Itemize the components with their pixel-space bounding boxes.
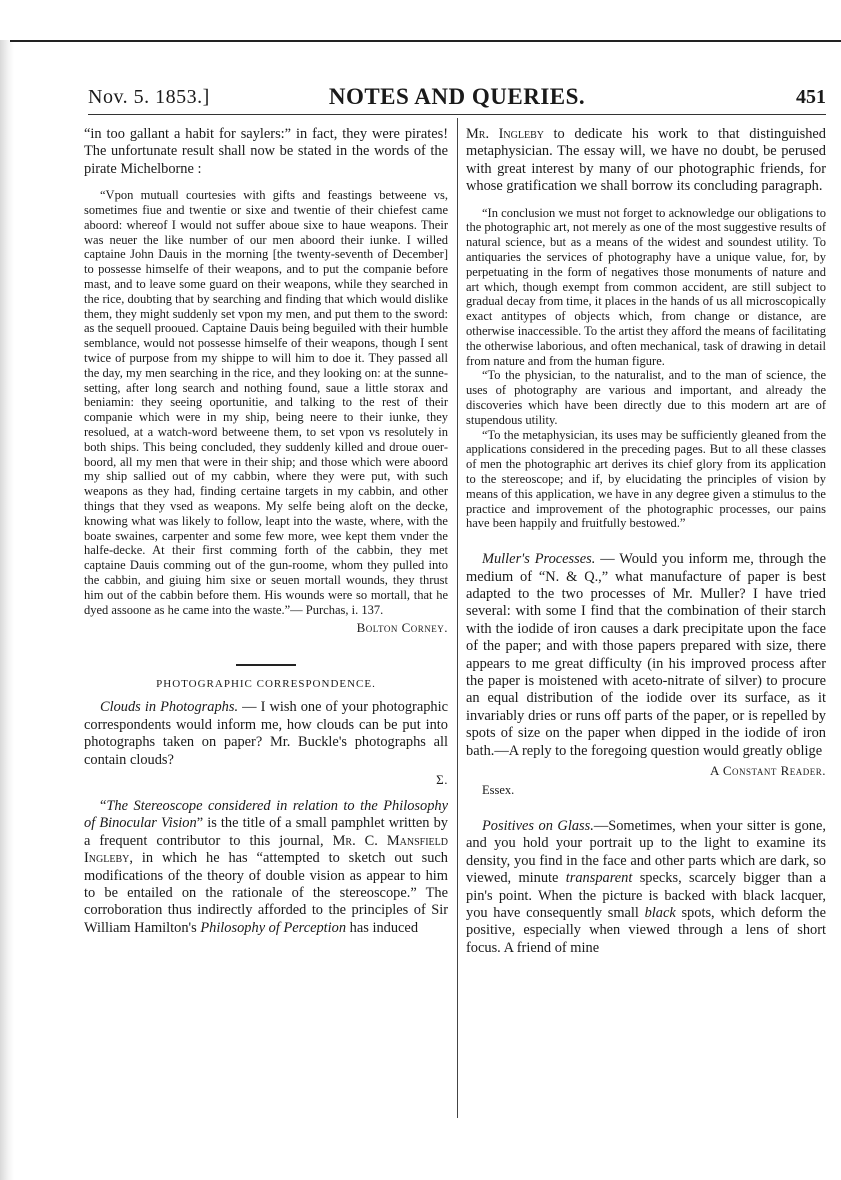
muller-place: Essex. [482, 783, 515, 798]
positives-body-2: specks, scarcely bigger than a pin's point. When the picture is backed with black lacquer, you have consequently small [466, 870, 826, 922]
muller-title: Muller's Processes. [482, 551, 596, 568]
right-column [466, 126, 826, 957]
page-top-rule [10, 40, 841, 42]
stereoscope-body-1: ” is the title of a small pamphlet written by a frequent contributor to this journal, [84, 815, 448, 849]
muller-signature: A Constant Reader. [709, 763, 826, 779]
stereo-open-quote: “ [100, 797, 107, 814]
positives-body-1: —Sometimes, when your sitter is gone, and you hold your portrait up to the light to examine its density, you find in the face and other parts which are dark, so viewed, minute [466, 818, 826, 887]
clouds-article [84, 699, 448, 769]
positives-article [466, 818, 826, 957]
conclusion-quote-2: “To the physician, to the naturalist, and to the man of science, the uses of photography are various and important, and already the discoveries which have been directly due to this modern art are of stupendous utility. [466, 368, 826, 427]
positives-transparent: transparent [565, 870, 633, 887]
ingleby-name: Mr. Ingleby [466, 126, 544, 142]
positives-black: black [644, 905, 676, 922]
left-column [84, 126, 448, 937]
clouds-body: — I wish one of your photographic correspondents would inform me, how clouds can be put into photographs taken on paper? Mr. Buckle's photographs all contain clouds? [84, 699, 448, 768]
section-title: PHOTOGRAPHIC CORRESPONDENCE. [156, 678, 376, 691]
clouds-signature: Σ. [436, 771, 448, 787]
clouds-title: Clouds in Photographs. [100, 699, 239, 716]
stereoscope-author: Mr. C. Mansfield Ingleby [84, 832, 448, 867]
conclusion-quote-1: “In conclusion we must not forget to acknowledge our obligations to the photographic art, not merely as one of the most suggestive results of natural science, but as a means of the widest and soundest utility. To antiquaries the services of photography have a unique value, for, by perpetuating in the form of negatives those monuments of nature and art which, though exempt from common accident, are still subject to gradual decay from time, it places in the hands of us all microscopically exact antitypes of objects which, from change or distance, are otherwise inaccessible. To the artist they afford the means of facilitating the otherwise laborious, and often mechanical, task of drawing in detail from nature and from the human figure. [466, 205, 827, 368]
column-divider [457, 118, 458, 1118]
conclusion-quote-3: “To the metaphysician, its uses may be sufficiently gleaned from the applications considered in the preceding pages. But to all these classes of men the photographic art derives its chief glory from its application to the stereoscope; and if, by elucidating the principles of vision by means of this application, we have in any degree given a stimulus to the practice and improvement of the photographic processes, our pains have been happily and fruitfully bestowed.” [466, 427, 826, 531]
muller-article [466, 551, 826, 760]
stereoscope-body-3: has induced [346, 919, 419, 936]
ingleby-body: to dedicate his work to that distinguished metaphysician. The essay will, we have no doubt, be perused with great interest by many of our photographic friends, for whose gratification we shall borrow its concluding paragraph. [466, 126, 826, 195]
ingleby-continuation [466, 126, 826, 196]
section-divider [236, 664, 296, 666]
journal-title: NOTES AND QUERIES. [328, 84, 586, 109]
bolton-corney-signature: Bolton Corney. [356, 620, 448, 636]
stereoscope-body-2: , in which he has “attempted to sketch out such modifications of the theory of double vision as appear to him to be entailed on the rationale of the stereoscope.” The corroboration thus indirectly afforded to the principles of Sir William Hamilton's [84, 850, 448, 936]
muller-body: — Would you inform me, through the medium of “N. & Q.,” what manufacture of paper is best adapted to the two processes of Mr. Muller? I have tried several: with some I find that the combination of their starch with the iodide of iron causes a dark precipitate upon the face of the paper; and with those papers prepared with size, there appears to me great difficulty (in his improved process after the paper is moistened with aceto-nitrate of silver) to procure an equal distribution of the iodide over its surface, as it invariably dries or runs off parts of the paper, or is repelled by spots of size on the paper when dipped in the iodide of iron bath.—A reply to the foregoing question would greatly oblige [466, 551, 827, 759]
positives-body-3: spots, which deform the positive, especially when viewed through a lens of short focus. A friend of mine [466, 905, 826, 956]
page-margin-shadow [0, 40, 14, 1180]
michelborne-intro: “in too gallant a habit for saylers:” in fact, they were pirates! The unfortunate result shall now be stated in the words of the pirate Michelborne : [84, 126, 448, 177]
issue-date: Nov. 5. 1853.] [88, 86, 210, 108]
header-rule [88, 114, 826, 115]
stereoscope-book-title: Philosophy of Perception [200, 919, 347, 936]
page-number: 451 [796, 86, 826, 108]
michelborne-quote: “Vpon mutuall courtesies with gifts and feastings betweene vs, sometimes fiue and twentie or sixe and twentie of their chiefest came aboord: whereof I would not suffer aboue sixe to haue weapons. Their was neuer the like number of our men aboord their iunke. I willed captaine John Dauis in the morning [the twenty-seventh of December] to possesse himselfe of their weapons, and to put the companie before mast, and to leave some guard on their weapons, while they searched in the rice, doubting that by searching and finding that which would dislike them, they might suddenly set vpon my men, and put them to the sword: as the sequell prooued. Captaine Dauis being beguiled with their humble semblance, would not possesse himselfe of their weapons, though I sent twice of purpose from my shippe to will him to doe it. They passed all the day, my men searching in the rice, and they looking on: at the sunne-setting, after long search and nothing found, saue a little storax and beniamin: they seeing oportunitie, and talking to the rest of their companie which were in my ship, being neere to their iunke, they resolued, at a watch-word betweene them, to set vpon vs resolutely in both ships. This being concluded, they suddenly killed and droue ouer-boord, all my men that were in their ship; and those which were aboord my ship sallied out of my cabbin, where they were put, with such weapons as they had, finding certaine targets in my cabbin, and other things that they vsed as weapons. My selfe being aloft on the decke, knowing what was likely to follow, leapt into the waste, where, with the boate swaines, carpenter and some few more, wee kept them vnder the halfe-decke. At their first comming forth of the cabbin, they met captaine Dauis comming out of the gun-roome, whom they pulled into the cabbin, and giuing him sixe or seuen mortall wounds, they thrust him out of the cabbin before them. His wounds were so mortall, that he dyed assoone as he came into the waste.”— Purchas, i. 137. [84, 188, 448, 617]
stereoscope-title: The Stereoscope considered in relation to the Philosophy of Binocular Vision [84, 797, 448, 832]
stereoscope-article [84, 798, 448, 937]
positives-title: Positives on Glass. [482, 818, 594, 835]
running-head [88, 86, 826, 116]
